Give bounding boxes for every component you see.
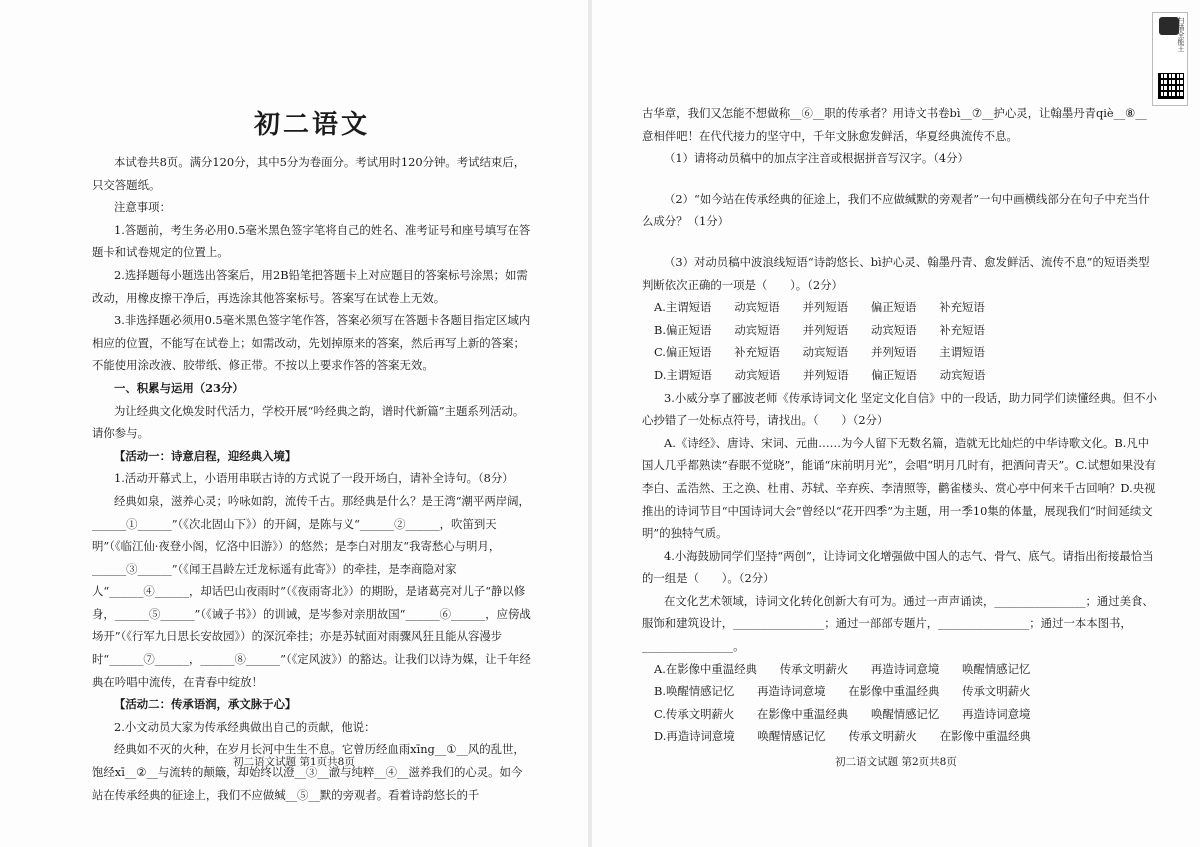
section-1-intro: 为让经典文化焕发时代活力，学校开展“吟经典之韵，谱时代新篇”主题系列活动。请你参与。 (92, 403, 525, 441)
exam-page-2 (592, 0, 1200, 847)
question-2-3-option-a: A.主谓短语 动宾短语 并列短语 偏正短语 补充短语 (654, 300, 985, 315)
question-2-text: 经典如不灭的火种，在岁月长河中生生不息。它曾历经血雨xīng__①__风的乱世，饱经xī__②__与流转的颠簸，却始终以澄__③__澈与纯粹__④__滋养我们的心灵。如今站在传承经典的征途上，我们不应做缄__⑤__默的旁观者。看着诗韵悠长的千 (92, 742, 525, 802)
scanner-watermark (1152, 12, 1188, 106)
question-2-3-option-c: C.偏正短语 补充短语 动宾短语 并列短语 主谓短语 (654, 345, 985, 360)
question-1-text: 经典如泉，滋养心灵；吟咏如韵，流传千古。那经典是什么？是王湾“潮平两岸阔，______①______”（《次北固山下》）的开阔，是陈与义“______②______，吹笛到天明”（《临江仙·夜登小阁，忆洛中旧游》）的悠然；是李白对朋友“我寄愁心与明月，______③______”（《闻王昌龄左迁龙标遥有此寄》）的牵挂，是李商隐对家人“______④______，却话巴山夜雨时”（《夜雨寄北》）的期盼，是诸葛亮对儿子“静以修身，______⑤______”（《诫子书》）的训诫，是岑参对亲朋故国“______⑥______，应傍战场开”（《行军九日思长安故园》）的深沉牵挂；亦是苏轼面对雨骤风狂且能从容漫步时“______⑦______，______⑧______”（《定风波》）的豁达。让我们以诗为媒，让千年经典在吟唱中流传，在青春中绽放！ (92, 493, 531, 689)
question-2: 2.小文动员大家为传承经典做出自己的贡献，他说： (114, 719, 376, 734)
notes-heading: 注意事项： (114, 200, 171, 215)
note-1: 1.答题前，考生务必用0.5毫米黑色签字笔将自己的姓名、准考证号和座号填写在答题卡和试卷规定的位置上。 (92, 222, 531, 260)
note-2: 2.选择题每小题选出答案后，用2B铅笔把答题卡上对应题目的答案标号涂黑；如需改动，用橡皮擦干净后，再选涂其他答案标号。答案写在试卷上无效。 (92, 267, 528, 305)
question-4-option-b: B.唤醒情感记忆 再造诗词意境 在影像中重温经典 传承文明薪火 (654, 684, 1031, 699)
note-3: 3.非选择题必须用0.5毫米黑色签字笔作答，答案必须写在答题卡各题目指定区域内相应的位置，不能写在试卷上；如需改动，先划掉原来的答案，然后再写上新的答案；不能使用涂改液、胶带纸、修正带。不按以上要求作答的答案无效。 (92, 313, 531, 373)
question-4-option-c: C.传承文明薪火 在影像中重温经典 唤醒情感记忆 再造诗词意境 (654, 706, 1031, 721)
question-2-3-option-b: B.偏正短语 动宾短语 并列短语 动宾短语 补充短语 (654, 322, 985, 337)
section-1-heading: 一、积累与运用（23分） (114, 380, 244, 395)
question-3-text: A.《诗经》、唐诗、宋词、元曲……为今人留下无数名篇，造就无比灿烂的中华诗歌文化。B.凡中国人几乎都熟读“春眠不觉晓”，能诵“床前明月光”，会唱“明月几时有，把酒问青天”。C.试想如果没有李白、孟浩然、王之涣、杜甫、苏轼、辛弃疾、李清照等，鹳雀楼头、赏心亭中何来千古回响？D.央视推出的诗词节目“中国诗词大会”曾经以“花开四季”为主题，用一季10集的体量，展现我们“时间延续文明”的独特气质。 (642, 435, 1156, 541)
scanner-label: 扫描全能王 (1177, 17, 1185, 52)
question-2-2: （2）“如今站在传承经典的征途上，我们不应做缄默的旁观者”一句中画横线部分在句子中充当什么成分？（1分） (642, 191, 1150, 229)
question-2-3: （3）对动员稿中波浪线短语“诗韵悠长、bì护心灵、翰墨丹青、愈发鲜活、流传不息”的短语类型判断依次正确的一项是（ ）。（2分） (642, 254, 1150, 292)
question-4-option-a: A.在影像中重温经典 传承文明薪火 再造诗词意境 唤醒情感记忆 (654, 661, 1031, 676)
activity-1-heading: 【活动一：诗意启程，迎经典入境】 (114, 448, 297, 463)
page-footer-2: 初二语文试题 第2页共8页 (835, 756, 957, 768)
question-4-option-d: D.再造诗词意境 唤醒情感记忆 传承文明薪火 在影像中重温经典 (654, 729, 1031, 744)
activity-2-heading: 【活动二：传承语润，承文脉于心】 (114, 697, 297, 712)
question-2-1: （1）请将动员稿中的加点字注音或根据拼音写汉字。（4分） (664, 151, 969, 166)
qr-code-icon (1158, 73, 1184, 99)
question-4-text: 在文化艺术领域，诗词文化转化创新大有可为。通过一声声诵读，________________；通过美食、服饰和建筑设计，________________；通过一部部专题片，________________；通过一本本图书，________________。 (642, 593, 1154, 654)
exam-page-1 (0, 0, 588, 847)
question-4: 4.小海鼓励同学们坚持“两创”，让诗词文化增强做中国人的志气、骨气、底气。请指出衔接最恰当的一组是（ ）。（2分） (642, 548, 1154, 586)
question-3: 3.小威分享了郦波老师《传承诗词文化 坚定文化自信》中的一段话，助力同学们读懂经典。但不小心抄错了一处标点符号，请找出。（ ）（2分） (642, 390, 1157, 428)
question-2-3-option-d: D.主谓短语 动宾短语 并列短语 偏正短语 动宾短语 (654, 367, 986, 382)
exam-intro: 本试卷共8页。满分120分，其中5分为卷面分。考试用时120分钟。考试结束后，只交答题纸。 (92, 155, 526, 192)
question-1: 1.活动开幕式上，小语用串联古诗的方式说了一段开场白，请补全诗句。（8分） (114, 471, 514, 486)
exam-title: 初二语文 (253, 110, 370, 140)
question-2-continued: 古华章，我们又怎能不想做称__⑥__职的传承者？用诗文书卷bì__⑦__护心灵，让翰墨丹青qiè__⑧__意相伴吧！在代代接力的坚守中，千年文脉愈发鲜活，华夏经典流传不息。 (642, 106, 1147, 143)
page-footer-1: 初二语文试题 第1页共8页 (233, 756, 355, 768)
